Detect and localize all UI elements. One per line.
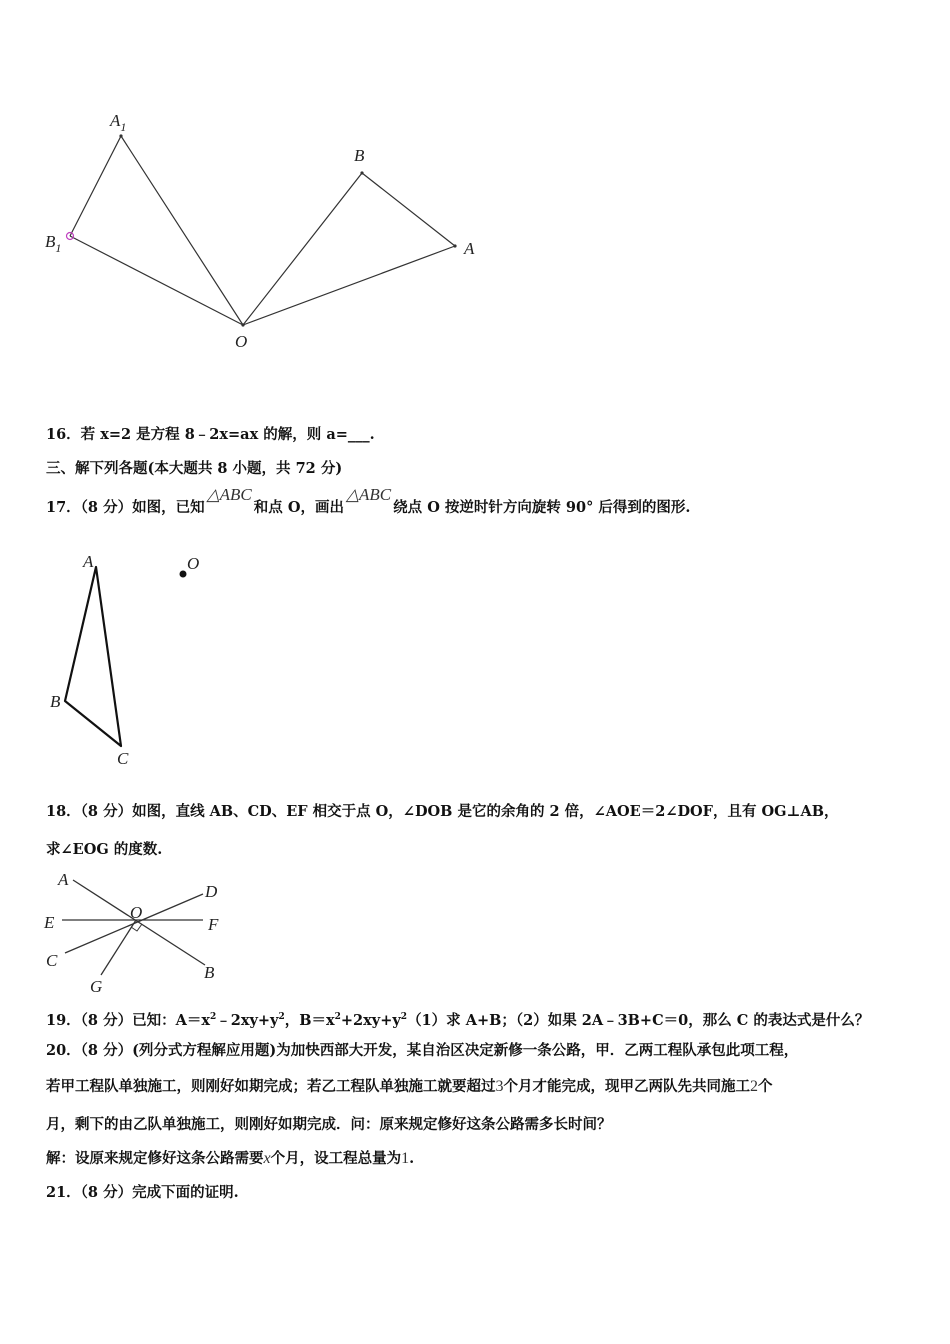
segment-o-a	[243, 246, 455, 325]
q20-variable-x: x	[263, 1150, 271, 1167]
question-20-line-3: 月，剩下的由乙队单独施工，则刚好如期完成．问：原来规定修好这条公路需多长时间？	[46, 1116, 612, 1133]
label-f-18: F	[208, 915, 219, 934]
triangle-abc	[65, 567, 121, 746]
q20-line-2-b: 个月才能完成，现甲乙两队先共同施工	[503, 1078, 750, 1095]
q17-middle: 和点 O，画出	[253, 499, 344, 516]
q17-triangle-1: △ABC	[206, 485, 252, 504]
point-o-17	[180, 571, 187, 578]
label-d-18: D	[205, 882, 218, 901]
label-a-18: A	[58, 870, 69, 889]
label-c-17: C	[117, 749, 129, 768]
question-16: 16．若 x=2 是方程 8﹣2x=ax 的解，则 a=___.	[46, 426, 375, 443]
question-20-line-2	[46, 1077, 773, 1097]
q19-sup-4: 2	[400, 1012, 408, 1022]
figure-18-svg	[40, 868, 240, 998]
q19-sup-3: 2	[334, 1012, 341, 1022]
section-3-heading: 三、解下列各题(本大题共 8 小题，共 72 分)	[46, 460, 343, 477]
label-a-17: A	[83, 552, 94, 571]
question-21: 21．（8 分）完成下面的证明.	[46, 1184, 239, 1201]
label-e-18: E	[44, 913, 55, 932]
q20-line-2-c: 个	[758, 1078, 773, 1095]
label-b: B	[354, 146, 365, 165]
q20-number-1: 1	[401, 1150, 410, 1167]
point-a1	[119, 134, 122, 137]
q19-sup-1: 2	[209, 1012, 217, 1022]
question-18-line-2: 求∠EOG 的度数.	[46, 841, 163, 858]
q20-solution-c: .	[409, 1150, 415, 1167]
label-o: O	[235, 332, 248, 351]
question-19	[46, 1007, 869, 1031]
figure-15-svg	[40, 105, 500, 365]
lines-figure-18	[40, 868, 240, 998]
q20-solution-a: 解：设原来规定修好这条公路需要	[46, 1150, 264, 1167]
line-ab	[73, 880, 205, 965]
point-a	[453, 244, 456, 247]
segment-o-b-a	[243, 173, 455, 325]
q20-line-2-a: 若甲工程队单独施工，则刚好如期完成；若乙工程队单独施工就要超过	[46, 1078, 496, 1095]
question-20-solution	[46, 1149, 414, 1169]
q20-number-3: 3	[495, 1078, 504, 1095]
segment-b1-a1-o	[70, 136, 243, 325]
q19-part-1: 19．（8 分）已知：A＝x	[46, 1011, 210, 1029]
q20-solution-b: 个月，设工程总量为	[270, 1150, 402, 1167]
question-18-line-1: 18．（8 分）如图，直线 AB、CD、EF 相交于点 O，∠DOB 是它的余角的 2 倍，∠AOE＝2∠DOF，且有 OG⊥AB，	[46, 803, 839, 820]
question-20-line-1: 20．（8 分）(列分式方程解应用题)为加快西部大开发，某自治区决定新修一条公路，甲．乙两工程队承包此项工程，	[46, 1042, 799, 1059]
label-o-18: O	[130, 903, 143, 922]
q19-part-4: +2xy+y	[340, 1011, 401, 1029]
triangle-figure-17	[40, 545, 220, 775]
q17-suffix: 绕点 O 按逆时针方向旋转 90° 后得到的图形.	[393, 499, 691, 516]
label-a1: $A_1$	[110, 111, 127, 134]
q19-part-2: ﹣2xy+y	[216, 1011, 279, 1029]
label-c-18: C	[46, 951, 58, 970]
label-b-17: B	[50, 692, 61, 711]
label-g-18: G	[90, 977, 103, 996]
label-a: A	[464, 239, 475, 258]
rotation-figure-15	[40, 105, 500, 365]
label-b1: $B_1$	[45, 232, 62, 255]
q19-part-3: ，B＝x	[284, 1011, 335, 1029]
label-o-17: O	[187, 554, 200, 573]
point-b	[360, 171, 363, 174]
q17-triangle-2: △ABC	[345, 485, 392, 504]
q20-number-2: 2	[750, 1078, 758, 1095]
figure-17-svg	[40, 545, 220, 775]
label-b-18: B	[204, 963, 215, 982]
q17-prefix: 17．（8 分）如图，已知	[46, 499, 205, 516]
point-o	[241, 323, 244, 326]
q19-part-5: （1）求 A+B；（2）如果 2A﹣3B+C＝0，那么 C 的表达式是什么？	[407, 1011, 870, 1029]
question-17	[46, 485, 691, 518]
ray-og	[101, 920, 136, 975]
q19-sup-2: 2	[278, 1012, 285, 1022]
segment-b1-o	[70, 236, 243, 325]
